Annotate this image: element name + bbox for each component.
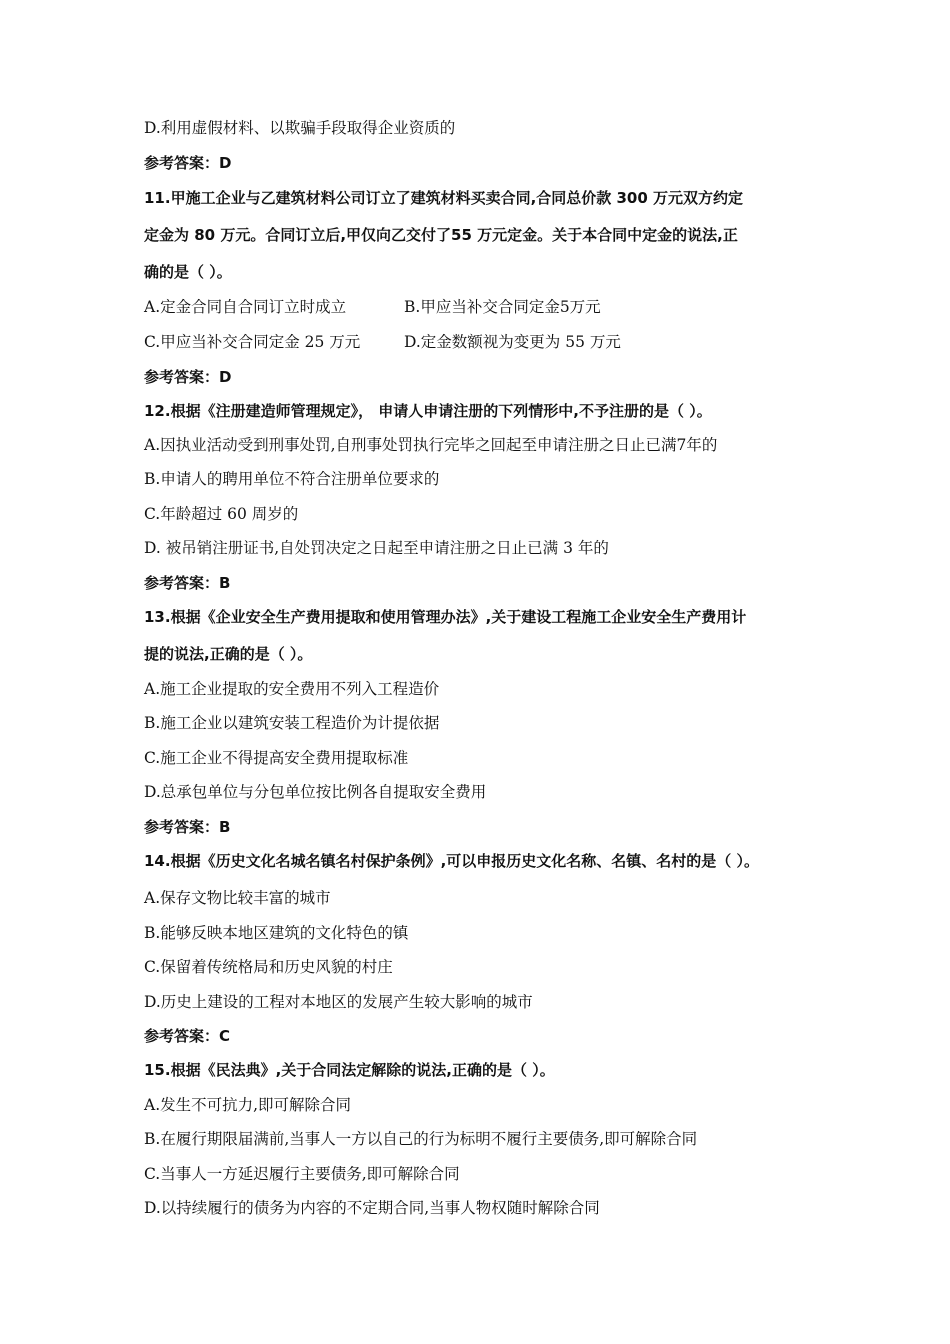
- q11-option-a: A.定金合同自合同订立时成立: [144, 298, 347, 316]
- q14-stem: 14.根据《历史文化名城名镇名村保护条例》,可以申报历史文化名称、名镇、名村的是（ ）。: [144, 852, 759, 870]
- q13-option-a: A.施工企业提取的安全费用不列入工程造价: [144, 680, 440, 698]
- q13-option-d: D.总承包单位与分包单位按比例各自提取安全费用: [144, 783, 487, 801]
- q14-option-c: C.保留着传统格局和历史风貌的村庄: [144, 958, 393, 976]
- q15-option-c: C.当事人一方延迟履行主要债务,即可解除合同: [144, 1165, 460, 1183]
- q13-stem-line2: 提的说法,正确的是（ ）。: [144, 645, 313, 663]
- q11-answer: 参考答案：D: [144, 368, 232, 386]
- q14-answer: 参考答案：C: [144, 1027, 231, 1045]
- q11-option-d: D.定金数额视为变更为 55 万元: [404, 333, 621, 351]
- q10-answer: 参考答案：D: [144, 154, 232, 172]
- q15-option-a: A.发生不可抗力,即可解除合同: [144, 1096, 352, 1114]
- q14-option-a: A.保存文物比较丰富的城市: [144, 889, 331, 907]
- q11-stem-line2: 定金为 80 万元。合同订立后,甲仅向乙交付了55 万元定金。关于本合同中定金的说法,正: [144, 226, 738, 244]
- q11-stem-line1: 11.甲施工企业与乙建筑材料公司订立了建筑材料买卖合同,合同总价款 300 万元双方约定: [144, 189, 744, 207]
- q11-option-c: C.甲应当补交合同定金 25 万元: [144, 333, 361, 351]
- q12-option-a: A.因执业活动受到刑事处罚,自刑事处罚执行完毕之回起至申请注册之日止已满7年的: [144, 436, 718, 454]
- q14-option-b: B.能够反映本地区建筑的文化特色的镇: [144, 924, 409, 942]
- q12-stem: 12.根据《注册建造师管理规定》， 申请人申请注册的下列情形中,不予注册的是（ ）。: [144, 402, 712, 420]
- q15-option-d: D.以持续履行的债务为内容的不定期合同,当事人物权随时解除合同: [144, 1199, 600, 1217]
- q10-option-d: D.利用虚假材料、以欺骗手段取得企业资质的: [144, 119, 456, 137]
- q13-stem-line1: 13.根据《企业安全生产费用提取和使用管理办法》,关于建设工程施工企业安全生产费用计: [144, 608, 747, 626]
- q12-answer: 参考答案：B: [144, 574, 231, 592]
- q12-option-c: C.年龄超过 60 周岁的: [144, 505, 299, 523]
- q11-stem-line3: 确的是（ ）。: [144, 263, 232, 281]
- q15-option-b: B.在履行期限届满前,当事人一方以自己的行为标明不履行主要债务,即可解除合同: [144, 1130, 698, 1148]
- q13-answer: 参考答案：B: [144, 818, 231, 836]
- q12-option-d: D. 被吊销注册证书,自处罚决定之日起至申请注册之日止已满 3 年的: [144, 539, 609, 557]
- q13-option-c: C.施工企业不得提高安全费用提取标准: [144, 749, 409, 767]
- q13-option-b: B.施工企业以建筑安装工程造价为计提依据: [144, 714, 440, 732]
- q15-stem: 15.根据《民法典》,关于合同法定解除的说法,正确的是（ ）。: [144, 1061, 555, 1079]
- q14-option-d: D.历史上建设的工程对本地区的发展产生较大影响的城市: [144, 993, 533, 1011]
- q11-option-b: B.甲应当补交合同定金5万元: [404, 298, 601, 316]
- q12-option-b: B.申请人的聘用单位不符合注册单位要求的: [144, 470, 440, 488]
